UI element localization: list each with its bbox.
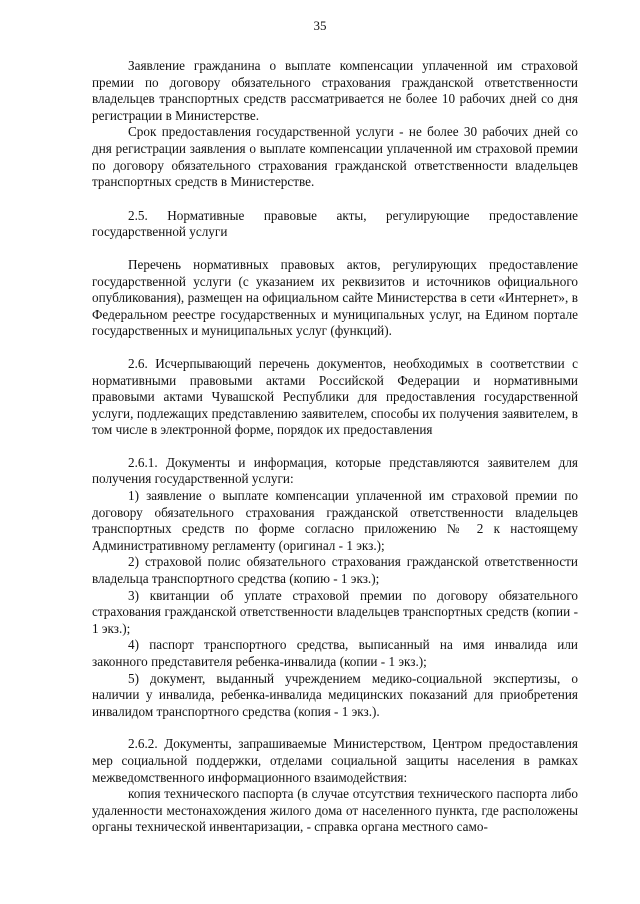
paragraph-2-6-2: 2.6.2. Документы, запрашиваемые Министерством, Центром предоставления мер социальной поддержки, отделами социальной защиты населения в рамках межведомственного информационного взаимодействия:: [92, 736, 578, 785]
list-item-2: 2) страховой полис обязательного страхования гражданской ответственности владельца транспортного средства (копию - 1 экз.);: [92, 554, 578, 587]
paragraph-tech-passport-copy: копия технического паспорта (в случае отсутствия технического паспорта либо удаленности местонахождения жилого дома от населенного пункта, где расположены органы технической инвентаризации, - справка органа местного само-: [92, 786, 578, 835]
list-item-3: 3) квитанции об уплате страховой премии по договору обязательного страхования гражданской ответственности владельцев транспортных средств (копии - 1 экз.);: [92, 587, 578, 636]
document-body: [92, 58, 578, 836]
list-item-5: 5) документ, выданный учреждением медико-социальной экспертизы, о наличии у инвалида, ребенка-инвалида медицинских показаний для приобретения инвалидом транспортного средства (копия - 1 экз.).: [92, 670, 578, 719]
page-number: 35: [313, 18, 327, 33]
paragraph-2-6-1: 2.6.1. Документы и информация, которые представляются заявителем для получения государственной услуги:: [92, 454, 578, 487]
section-heading-2-6: 2.6. Исчерпывающий перечень документов, необходимых в соответствии с нормативными правовыми актами Российской Федерации и нормативными правовыми актами Чувашской Республики для предоставления государственной услуги, подлежащих представлению заявителем, способы их получения заявителем, в том числе в электронной форме, порядок их предоставления: [92, 355, 578, 438]
paragraph-legal-acts-list: Перечень нормативных правовых актов, регулирующих предоставление государственной услуги (с указанием их реквизитов и источников официального опубликования), размещен на официальном сайте Министерства в сети «Интернет», в Федеральном реестре государственных и муниципальных услуг, на Едином портале государственных и муниципальных услуг (функций).: [92, 256, 578, 339]
section-heading-2-5: 2.5. Нормативные правовые акты, регулирующие предоставление государственной услуги: [92, 207, 578, 240]
paragraph-application-review-term: Заявление гражданина о выплате компенсации уплаченной им страховой премии по договору обязательного страхования гражданской ответственности владельцев транспортных средств рассматривается не более 10 рабочих дней со дня регистрации в Министерстве.: [92, 58, 578, 123]
list-item-1: 1) заявление о выплате компенсации уплаченной им страховой премии по договору обязательного страхования гражданской ответственности владельцев транспортных средств по форме согласно приложению № 2 к настоящему Административному регламенту (оригинал - 1 экз.);: [92, 488, 578, 553]
paragraph-service-term: Срок предоставления государственной услуги - не более 30 рабочих дней со дня регистрации заявления о выплате компенсации уплаченной им страховой премии по договору обязательного страхования гражданской ответственности владельцев транспортных средств в Министерстве.: [92, 124, 578, 190]
list-item-4: 4) паспорт транспортного средства, выписанный на имя инвалида или законного представителя ребенка-инвалида (копии - 1 экз.);: [92, 637, 578, 669]
